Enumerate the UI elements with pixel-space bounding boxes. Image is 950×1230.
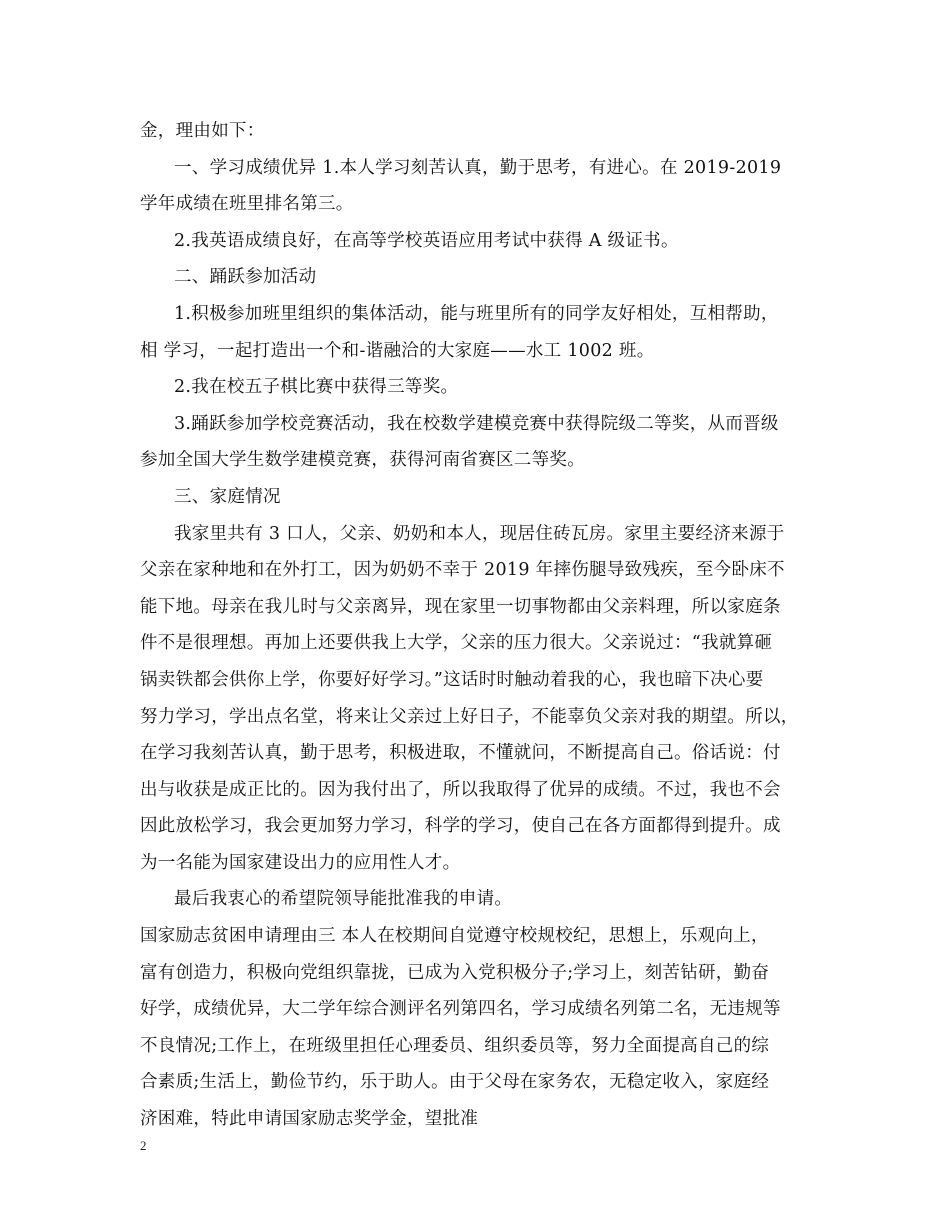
text-line: 相 学习，一起打造出一个和-谐融洽的大家庭——水工 1002 班。 [140,340,655,361]
text-line: 2.我在校五子棋比赛中获得三等奖。 [174,377,459,398]
text-line: 济困难，特此申请国家励志奖学金，望批准 [140,1109,479,1130]
section-heading-reason-three: 国家励志贫困申请理由三 本人在校期间自觉遵守校规校纪，思想上，乐观向上， [140,926,769,947]
text-line: 金，理由如下： [140,121,265,141]
text-line: 件不是很理想。再加上还要供我上大学，父亲的压力很大。父亲说过：“我就算砸 [140,633,773,654]
text-line: 1.积极参加班里组织的集体活动，能与班里所有的同学友好相处，互相帮助， [174,303,779,324]
text-line: 父亲在家种地和在外打工，因为奶奶不幸于 2019 年摔伤腿导致残疾，至今卧床不 [140,560,785,581]
text-line: 2.我英语成绩良好，在高等学校英语应用考试中获得 A 级证书。 [174,230,679,251]
text-line: 锅卖铁都会供你上学，你要好好学习。”这话时时触动着我的心，我也暗下决心要 [140,669,764,690]
section-heading-activities: 二、踊跃参加活动 [174,267,317,288]
section-heading-family: 三、家庭情况 [174,486,281,507]
text-line: 为一名能为国家建设出力的应用性人才。 [140,852,461,873]
text-line: 出与收获是成正比的。因为我付出了，所以我取得了优异的成绩。不过，我也不会 [140,779,781,800]
text-line: 因此放松学习，我会更加努力学习，科学的学习，使自己在各方面都得到提升。成 [140,816,781,837]
text-line: 富有创造力，积极向党组织靠拢，已成为入党积极分子;学习上，刻苦钻研，勤奋 [140,962,770,983]
text-line: 能下地。母亲在我儿时与父亲离异，现在家里一切事物都由父亲料理，所以家庭条 [140,596,781,617]
text-line: 3.踊跃参加学校竞赛活动，我在校数学建模竞赛中获得院级二等奖，从而晋级 [174,413,779,434]
text-line: 在学习我刻苦认真，勤于思考，积极进取，不懂就问，不断提高自己。俗话说：付 [140,743,781,764]
document-body [140,113,830,1138]
text-line: 最后我衷心的希望院领导能批准我的申请。 [174,889,513,910]
section-heading-academic: 一、学习成绩优异 1.本人学习刻苦认真，勤于思考，有进心。在 2019-2019 [174,157,782,178]
text-line: 好学，成绩优异，大二学年综合测评名列第四名，学习成绩名列第二名，无违规等 [140,999,781,1020]
text-line: 参加全国大学生数学建模竞赛，获得河南省赛区二等奖。 [140,450,585,471]
text-line: 学年成绩在班里排名第三。 [140,194,354,215]
text-line: 不良情况;工作上，在班级里担任心理委员、组织委员等，努力全面提高自己的综 [140,1035,770,1056]
text-line: 努力学习，学出点名堂，将来让父亲过上好日子，不能辜负父亲对我的期望。所以， [140,706,799,727]
text-line: 我家里共有 3 口人，父亲、奶奶和本人，现居住砖瓦房。家里主要经济来源于 [174,523,785,544]
page-number: 2 [140,1138,147,1153]
text-line: 合素质;生活上，勤俭节约，乐于助人。由于父母在家务农，无稳定收入，家庭经 [140,1072,770,1093]
